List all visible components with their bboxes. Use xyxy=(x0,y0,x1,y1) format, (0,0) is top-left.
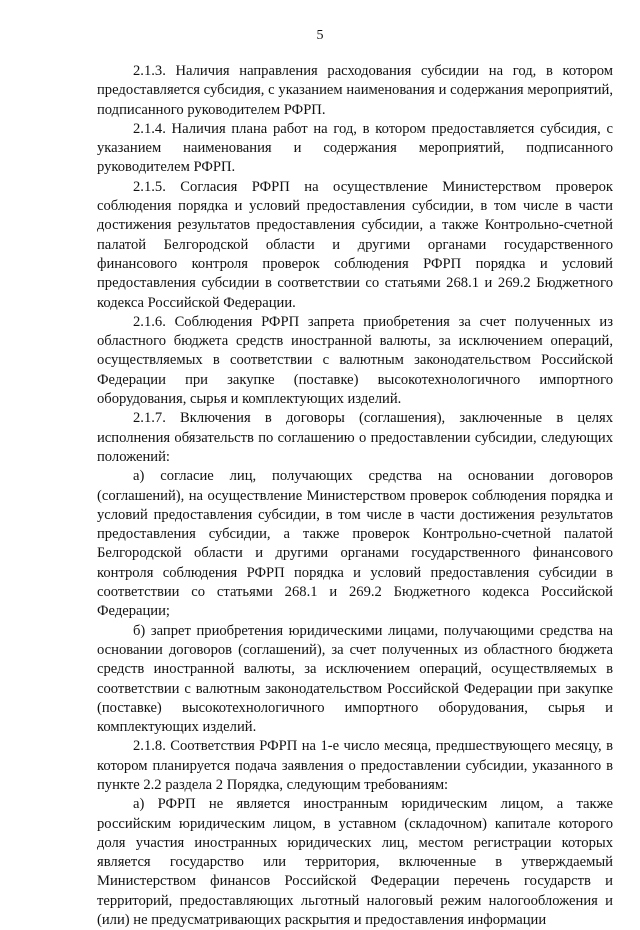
paragraph-2-1-8: 2.1.8. Соответствия РФРП на 1-е число месяца, предшествующего месяцу, в котором планируется подача заявления о предоставлении субсидии, указанного в пункте 2.2 раздела 2 Порядка, следующим требованиям: xyxy=(97,738,613,793)
paragraph-2-1-5: 2.1.5. Согласия РФРП на осуществление Министерством проверок соблюдения порядка и условий предоставления субсидии, в том числе в части достижения результатов предоставления субсидии, а также Контрольно-счетной палатой Белгородской области и другими органами государственного финансового контроля проверок соблюдения РФРП порядка и условий предоставления субсидии в соответствии со статьями 268.1 и 269.2 Бюджетного кодекса Российской Федерации. xyxy=(97,178,613,311)
paragraph-2-1-3: 2.1.3. Наличия направления расходования субсидии на год, в котором предоставляется субсидия, с указанием наименования и содержания мероприятий, подписанного руководителем РФРП. xyxy=(97,63,613,118)
page-number: 5 xyxy=(316,28,324,43)
paragraph-2-1-7-a: а) согласие лиц, получающих средства на основании договоров (соглашений), на осуществление Министерством проверок соблюдения порядка и условий предоставления субсидии, в том числе в части достижения результатов предоставления субсидии, а также проверок Контрольно-счетной палатой Белгородской области и другими органами государственного финансового контроля соблюдения РФРП порядка и условий предоставления субсидии в соответствии со статьями 268.1 и 269.2 Бюджетного кодекса Российской Федерации; xyxy=(97,468,613,620)
paragraph-2-1-7-b: б) запрет приобретения юридическими лицами, получающими средства на основании договоров (соглашений), за счет полученных из областного бюджета средств иностранной валюты, за исключением операций, осуществляемых в соответствии с валютным законодательством Российской Федерации при закупке (поставке) высокотехнологичного импортного оборудования, сырья и комплектующих изделий. xyxy=(97,622,613,736)
document-body xyxy=(97,62,613,930)
paragraph-2-1-6: 2.1.6. Соблюдения РФРП запрета приобретения за счет полученных из областного бюджета средств иностранной валюты, за исключением операций, осуществляемых в соответствии с валютным законодательством Российской Федерации при закупке (поставке) высокотехнологичного импортного оборудования, сырья и комплектующих изделий. xyxy=(97,313,613,408)
paragraph-2-1-4: 2.1.4. Наличия плана работ на год, в котором предоставляется субсидия, с указанием наименования и содержания мероприятий, подписанного руководителем РФРП. xyxy=(97,120,613,176)
paragraph-2-1-8-a: а) РФРП не является иностранным юридическим лицом, а также российским юридическим лицом, в уставном (складочном) капитале которого доля участия иностранных юридических лиц, местом регистрации которых является государство или территория, включенные в утверждаемый Министерством финансов Российской Федерации перечень государств и территорий, предоставляющих льготный налоговый режим налогообложения и (или) не предусматривающих раскрытия и предоставления информации xyxy=(97,796,613,929)
paragraph-2-1-7: 2.1.7. Включения в договоры (соглашения), заключенные в целях исполнения обязательств по соглашению о предоставлении субсидии, следующих положений: xyxy=(97,410,613,465)
